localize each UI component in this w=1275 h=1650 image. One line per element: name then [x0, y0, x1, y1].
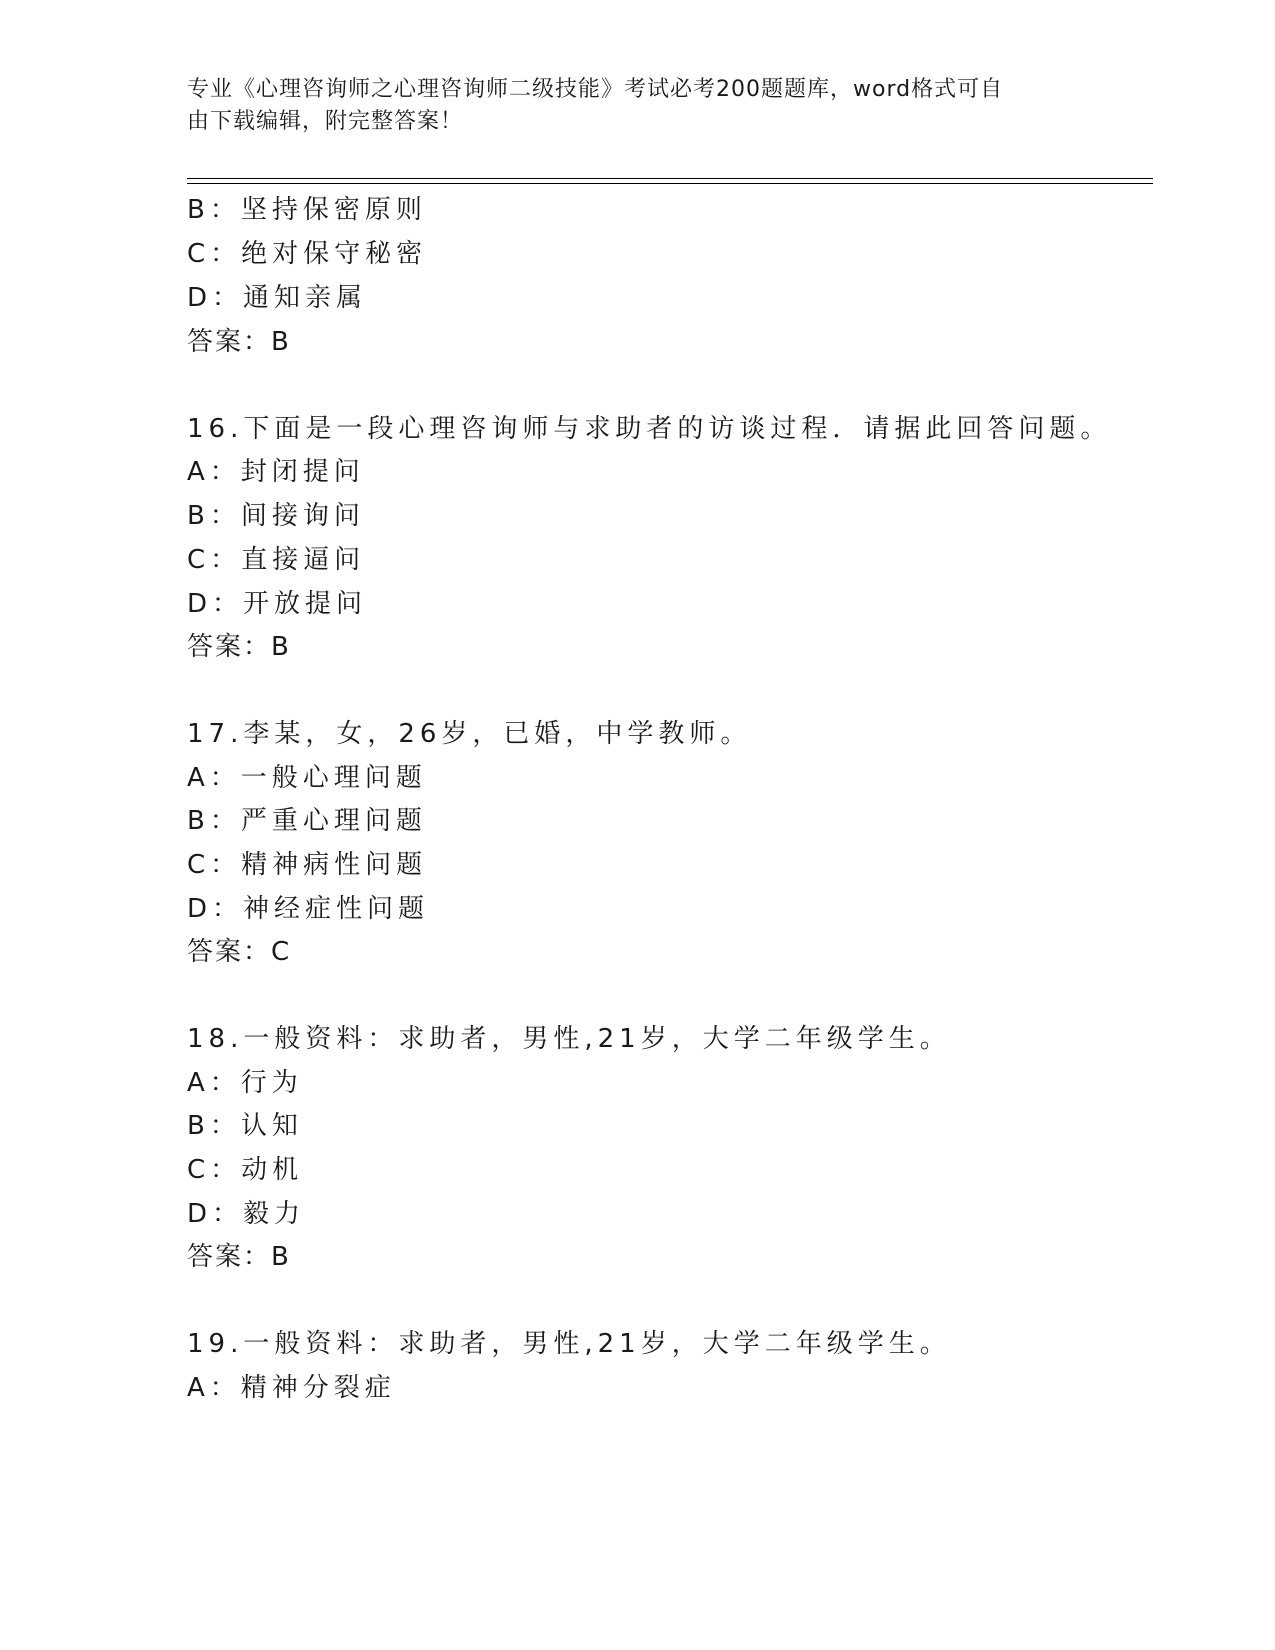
q16-option-a: A：封闭提问: [187, 457, 365, 487]
q18-option-a: A：行为: [187, 1068, 303, 1098]
header-line-2: 由下载编辑，附完整答案！: [187, 109, 464, 134]
q19-stem: 19.一般资料：求助者，男性,21岁，大学二年级学生。: [187, 1329, 951, 1359]
q17-option-c: C：精神病性问题: [187, 850, 428, 880]
q17-stem: 17.李某，女，26岁，已婚，中学教师。: [187, 719, 752, 749]
header-line-1: 专业《心理咨询师之心理咨询师二级技能》考试必考200题题库，word格式可自: [187, 77, 1004, 102]
q15-option-b: B：坚持保密原则: [187, 195, 427, 225]
header-divider-bottom: [187, 183, 1153, 184]
document-header: [187, 74, 1067, 138]
q16-option-d: D：开放提问: [187, 589, 368, 619]
q17-option-d: D：神经症性问题: [187, 894, 430, 924]
q16-option-c: C：直接逼问: [187, 545, 366, 575]
header-divider-top: [187, 178, 1153, 179]
q16-answer: 答案：B: [187, 632, 291, 662]
q18-option-d: D：毅力: [187, 1199, 306, 1229]
q16-stem: 16.下面是一段心理咨询师与求助者的访谈过程．请据此回答问题。: [187, 414, 1112, 444]
q18-answer: 答案：B: [187, 1242, 291, 1272]
q15-option-c: C：绝对保守秘密: [187, 239, 428, 269]
q17-answer: 答案：C: [187, 937, 292, 967]
q17-option-a: A：一般心理问题: [187, 763, 427, 793]
q17-option-b: B：严重心理问题: [187, 806, 427, 836]
q19-option-a: A：精神分裂症: [187, 1373, 396, 1403]
q15-answer: 答案：B: [187, 327, 291, 357]
q16-option-b: B：间接询问: [187, 501, 365, 531]
q18-option-c: C：动机: [187, 1155, 304, 1185]
q15-option-d: D：通知亲属: [187, 283, 368, 313]
q18-option-b: B：认知: [187, 1111, 303, 1141]
q18-stem: 18.一般资料：求助者，男性,21岁，大学二年级学生。: [187, 1024, 951, 1054]
